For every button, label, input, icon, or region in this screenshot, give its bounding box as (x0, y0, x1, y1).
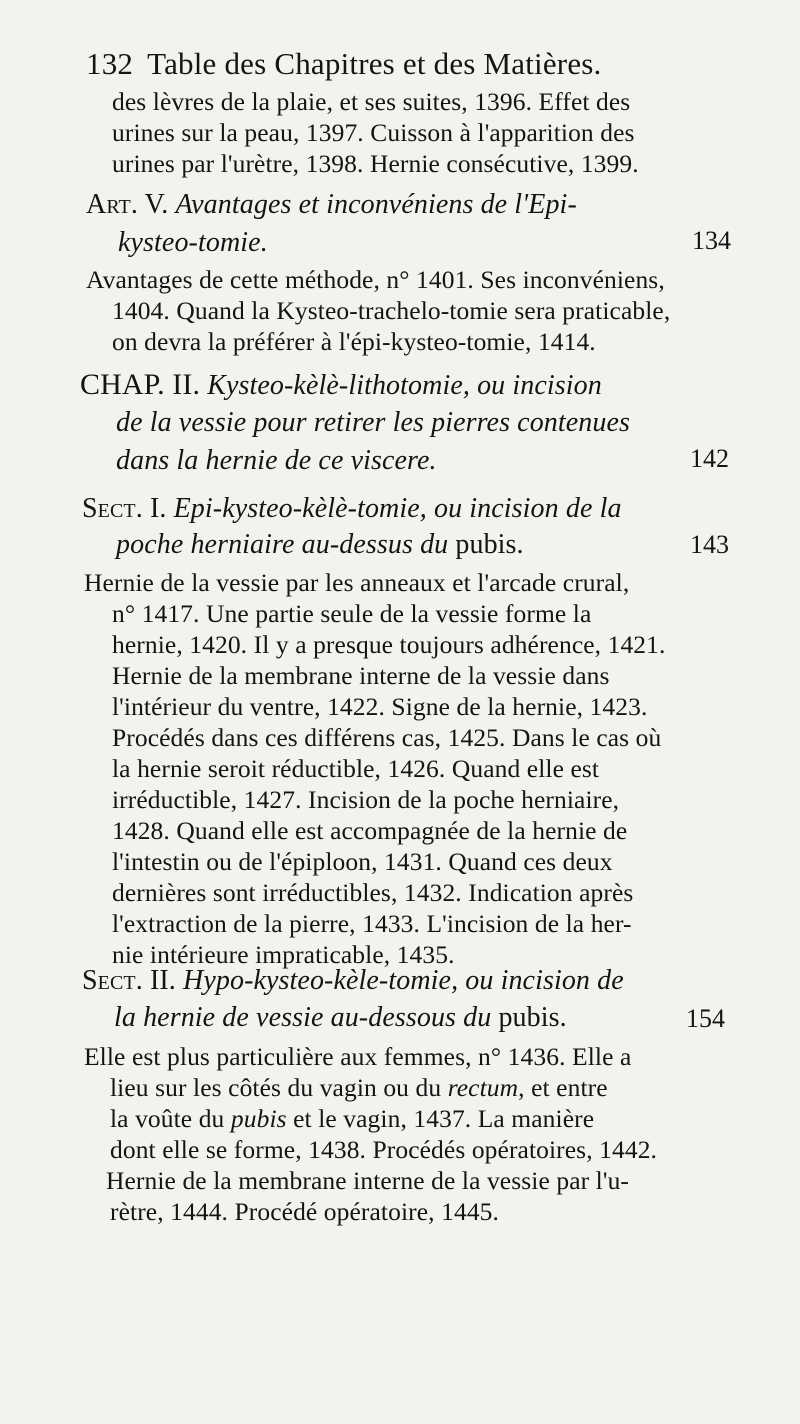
section-title-text: pubis. (498, 1002, 567, 1033)
text-line: n° 1417. Une partie seule de la vessie forme la (112, 599, 592, 628)
text-line: nie intérieure impraticable, 1435. (112, 940, 455, 969)
article-label: Art. V. (86, 189, 169, 220)
text-line: Hernie de la vessie par les anneaux et l'arcade crural, (84, 568, 630, 597)
text-line: l'intestin ou de l'épiploon, 1431. Quand ces deux (112, 847, 613, 876)
section-title-text: pubis. (455, 529, 524, 560)
text-line: la hernie seroit réductible, 1426. Quand elle est (112, 754, 600, 783)
section-title-text: poche herniaire au-dessus du (116, 529, 449, 560)
text-line: dernières sont irréductibles, 1432. Indication après (112, 878, 634, 907)
article-title-cont: kysteo-tomie. (118, 227, 268, 258)
section-title: Hypo-kysteo-kèle-tomie, ou incision de (183, 965, 624, 996)
section-heading (82, 490, 622, 528)
text-run: rètre, 1444. Procédé opératoire, 1445. (110, 1197, 499, 1226)
section-label: Sect. I. (82, 493, 167, 524)
section-title-cont (114, 999, 567, 1037)
section-label: Sect. II. (82, 965, 176, 996)
article-heading (86, 186, 577, 224)
text-line (110, 1071, 608, 1105)
text-line: irréductible, 1427. Incision de la poche herniaire, (112, 785, 620, 814)
text-run-italic: pubis (230, 1104, 287, 1133)
chapter-title: Kysteo-kèlè-lithotomie, ou incision (207, 370, 602, 401)
chapter-label: CHAP. II. (80, 368, 201, 401)
text-line: urines par l'urètre, 1398. Hernie consécutive, 1399. (112, 149, 639, 178)
section-title-text: la hernie de vessie au-dessous du (114, 1002, 492, 1033)
text-run: Hernie de la membrane interne de la vessie par l'u- (106, 1166, 630, 1195)
section-page-ref: 154 (686, 1004, 725, 1033)
text-line: 1428. Quand elle est accompagnée de la hernie de (112, 816, 628, 845)
section-page-ref: 143 (690, 530, 729, 559)
text-line: Procédés dans ces différens cas, 1425. Dans le cas où (112, 723, 662, 752)
section-title: Epi-kysteo-kèlè-tomie, ou incision de la (173, 493, 622, 524)
article-page-ref: 134 (692, 226, 731, 255)
running-title: Table des Chapitres et des Matières. (147, 46, 602, 81)
text-line (110, 1195, 499, 1229)
text-line: Hernie de la membrane interne de la vessie dans (112, 661, 610, 690)
chapter-title-cont: dans la hernie de ce viscere. (116, 445, 437, 476)
chapter-page-ref: 142 (690, 444, 729, 473)
running-header (86, 44, 726, 84)
text-line: l'extraction de la pierre, 1433. L'incision de la her- (112, 909, 632, 938)
section-title-cont (116, 526, 524, 564)
text-line: 1404. Quand la Kysteo-trachelo-tomie sera praticable, (112, 296, 671, 325)
page-number: 132 (86, 46, 134, 81)
text-run: dont elle se forme, 1438. Procédés opératoires, 1442. (110, 1135, 658, 1164)
text-run: la voûte du (110, 1104, 231, 1133)
text-line (106, 1164, 629, 1198)
text-run-italic: rectum (447, 1073, 519, 1102)
text-line (110, 1102, 594, 1136)
chapter-title-cont: de la vessie pour retirer les pierres contenues (116, 407, 631, 438)
text-line: des lèvres de la plaie, et ses suites, 1396. Effet des (112, 87, 631, 116)
text-line (84, 1040, 631, 1074)
text-run: Elle est plus particulière aux femmes, n° 1436. Elle a (84, 1042, 632, 1071)
text-line: on devra la préférer à l'épi-kysteo-tomie, 1414. (112, 327, 596, 356)
article-title: Avantages et inconvéniens de l'Epi- (175, 189, 577, 220)
text-line: l'intérieur du ventre, 1422. Signe de la hernie, 1423. (112, 692, 648, 721)
chapter-heading (80, 366, 602, 405)
text-line (110, 1133, 657, 1167)
text-line: hernie, 1420. Il y a presque toujours adhérence, 1421. (112, 630, 666, 659)
text-line: Avantages de cette méthode, n° 1401. Ses inconvéniens, (86, 265, 665, 294)
text-run: , et entre (518, 1073, 608, 1102)
section-heading (82, 962, 624, 1000)
text-run: lieu sur les côtés du vagin ou du (110, 1073, 448, 1102)
text-line: urines sur la peau, 1397. Cuisson à l'apparition des (112, 118, 635, 147)
text-run: et le vagin, 1437. La manière (286, 1104, 595, 1133)
